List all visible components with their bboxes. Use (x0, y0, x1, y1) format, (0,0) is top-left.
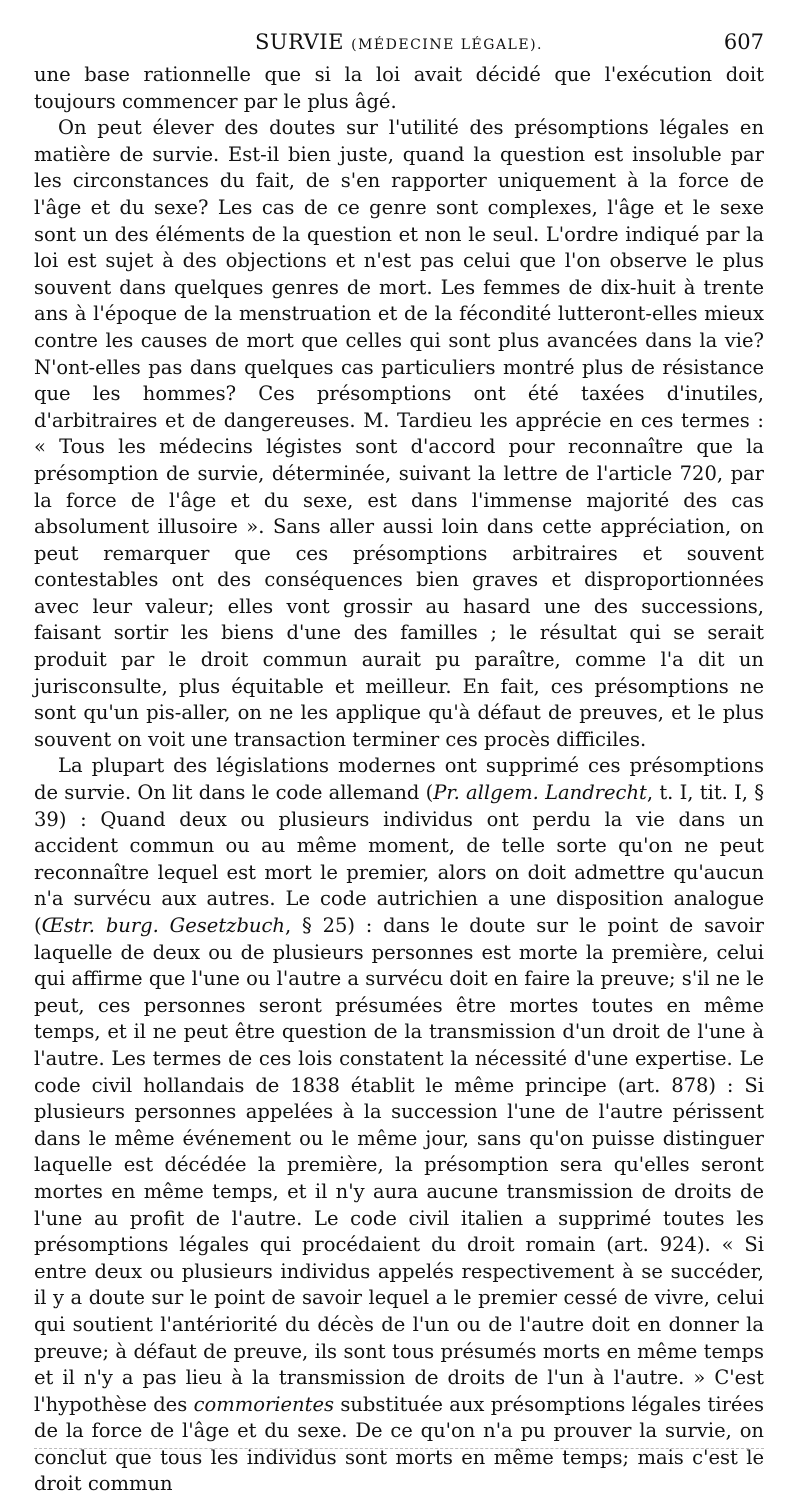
body-text (34, 62, 764, 1498)
citation-austrian-code: Œstr. burg. Gesetzbuch (41, 914, 285, 937)
term-commorientes: commorientes (193, 1392, 334, 1416)
footer-rule (34, 1448, 764, 1449)
citation-prussian-code: Pr. allgem. Landrecht (433, 781, 647, 805)
running-title-subtitle: (MÉDECINE LÉGALE). (351, 37, 543, 53)
paragraph-3-text-e: , § 25) : dans le doute sur le point de savoir laquelle de deux ou de plusieurs personnes est morte la première, celui qui affirme que l'une ou l'autre a survécu doit en faire la preuve; s'il ne le peut, ces personnes seront présumées être mortes toutes en même temps, et il ne peut être question de la transmission d'un droit de l'une à l'autre. Les termes de ces lois constatent la nécessité d'une expertise. Le code civil hollandais de 1838 établit le même principe (art. 878) : Si plusieurs personnes appelées à la succession l'une de l'autre périssent dans le même événement ou le même jour, sans qu'on puisse distinguer laquelle est décédée la première, la présomption sera qu'elles seront mortes en même temps, et il n'y aura aucune transmission de droits de l'une au profit de l'autre. Le code civil italien a supprimé toutes les présomptions légales qui procédaient du droit romain (art. 924). « Si entre deux ou plusieurs individus appelés respectivement à se succéder, il y a doute sur le point de savoir lequel a le premier cessé de vivre, celui qui soutient l'antériorité du décès de l'un ou de l'autre doit en donner la preuve; à défaut de preuve, ils sont tous présumés morts en même temps et il n'y a pas lieu à la transmission de droits de l'un à l'autre. » C'est l'hypothèse des (34, 914, 764, 1416)
page-header (34, 30, 764, 60)
page-number: 607 (723, 30, 764, 54)
paragraph-3-text-a: La plupart des législations modernes ont supprimé ces présomptions de survie. On lit dans le code allemand ( (34, 754, 764, 805)
paragraph-3-text-g: substituée aux présomptions légales tirées de la force de l'âge et du sexe. De ce qu'on n'a pu prouver la survie, on conclut que tous les individus sont morts en même temps; mais c'est le droit commun (34, 1392, 764, 1496)
paragraph-3-text-c: , t. I, tit. I, § 39) : Quand deux ou plusieurs individus ont perdu la vie dans un accident commun ou au même moment, de telle sorte qu'on ne peut reconnaître lequel est mort le premier, alors on doit admettre qu'aucun n'a survécu aux autres. Le code autrichien a une disposition analogue ( (34, 781, 764, 937)
paragraph-2: On peut élever des doutes sur l'utilité des présomptions légales en matière de survie. Est-il bien juste, quand la question est insoluble par les circonstances du fait, de s'en rapporter uniquement à la force de l'âge et du sexe? Les cas de ce genre sont complexes, l'âge et le sexe sont un des éléments de la question et non le seul. L'ordre indiqué par la loi est sujet à des objections et n'est pas celui que l'on observe le plus souvent dans quelques genres de mort. Les femmes de dix-huit à trente ans à l'époque de la menstruation et de la fécondité lutteront-elles mieux contre les causes de mort que celles qui sont plus avancées dans la vie? N'ont-elles pas dans quelques cas particuliers montré plus de résistance que les hommes? Ces présomptions ont été taxées d'inutiles, d'arbitraires et de dangereuses. M. Tardieu les apprécie en ces termes : « Tous les médecins légistes sont d'accord pour reconnaître que la présomption de survie, déterminée, suivant la lettre de l'article 720, par la force de l'âge et du sexe, est dans l'immense majorité des cas absolument illusoire ». Sans aller aussi loin dans cette appréciation, on peut remarquer que ces présomptions arbitraires et souvent contestables ont des conséquences bien graves et disproportionnées avec leur valeur; elles vont grossir au hasard une des successions, faisant sortir les biens d'une des familles ; le résultat qui se serait produit par le droit commun aurait pu paraître, comme l'a dit un jurisconsulte, plus équitable et meilleur. En fait, ces présomptions ne sont qu'un pis-aller, on ne les applique qu'à défaut de preuves, et le plus souvent on voit une transaction terminer ces procès difficiles. (34, 116, 764, 751)
paragraph-1: une base rationnelle que si la loi avait décidé que l'exécution doit toujours commencer par le plus âgé. (34, 63, 764, 113)
running-title (34, 30, 764, 54)
paragraph-3 (34, 753, 764, 1498)
running-title-main: SURVIE (254, 30, 344, 54)
